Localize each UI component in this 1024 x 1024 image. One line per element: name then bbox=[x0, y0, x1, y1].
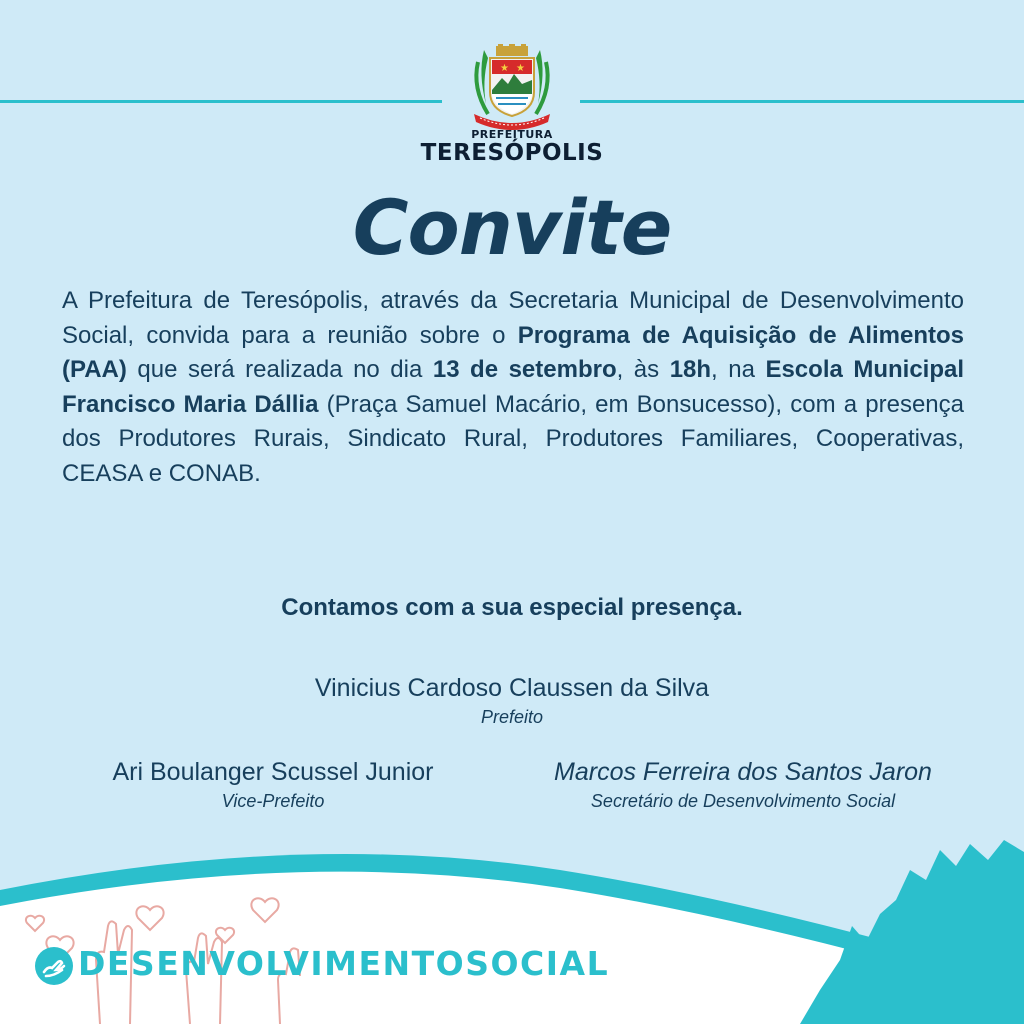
logo-city-name: TERESÓPOLIS bbox=[420, 140, 604, 166]
signature-secretary bbox=[500, 758, 986, 812]
body-text-intro: A Prefeitura de Teresópolis, através da Secretaria Municipal de Desenvolvimento Social, convida para a reunião sobre o bbox=[62, 287, 964, 349]
invitation-title: Convite bbox=[352, 183, 672, 272]
coat-of-arms-icon bbox=[464, 44, 560, 134]
footer-brand-text: DESENVOLVIMENTOSOCIAL bbox=[78, 944, 610, 983]
secretary-name: Marcos Ferreira dos Santos Jaron bbox=[554, 758, 932, 786]
secretary-role: Secretário de Desenvolvimento Social bbox=[590, 791, 896, 811]
header-rule-right bbox=[580, 100, 1024, 103]
body-time: 18h bbox=[669, 356, 712, 384]
hands-icon bbox=[34, 946, 74, 986]
header-rule-left bbox=[0, 100, 442, 103]
footer-wave-decoration bbox=[0, 830, 1024, 1024]
invitation-body bbox=[62, 284, 964, 491]
logo-prefeitura-label: PREFEITURA bbox=[471, 128, 553, 141]
body-date: 13 de setembro bbox=[432, 356, 617, 384]
vice-mayor-name: Ari Boulanger Scussel Junior bbox=[112, 758, 434, 786]
body-text-date-intro: que será realizada no dia bbox=[126, 356, 433, 384]
svg-text:★: ★ bbox=[516, 63, 525, 74]
body-text-time-intro: , às bbox=[616, 356, 670, 384]
body-venue: Escola Municipal Francisco Maria Dállia bbox=[62, 356, 965, 418]
mayor-name: Vinicius Cardoso Claussen da Silva bbox=[314, 674, 710, 702]
vice-mayor-role: Vice-Prefeito bbox=[221, 791, 325, 811]
closing-line: Contamos com a sua especial presença. bbox=[281, 594, 743, 621]
body-text-venue-intro: , na bbox=[711, 356, 766, 384]
svg-text:★: ★ bbox=[500, 63, 509, 74]
footer-brand bbox=[34, 944, 624, 988]
mayor-role: Prefeito bbox=[480, 707, 544, 727]
body-program-name: Programa de Aquisição de Alimentos (PAA) bbox=[62, 321, 965, 384]
signature-mayor bbox=[262, 674, 762, 728]
signature-vice-mayor bbox=[40, 758, 506, 812]
body-text-address: (Praça Samuel Macário, em Bonsucesso), com a presença dos Produtores Rurais, Sindicato Rural, Produtores Familiares, Cooperativas, CEASA e CONAB. bbox=[62, 390, 964, 487]
